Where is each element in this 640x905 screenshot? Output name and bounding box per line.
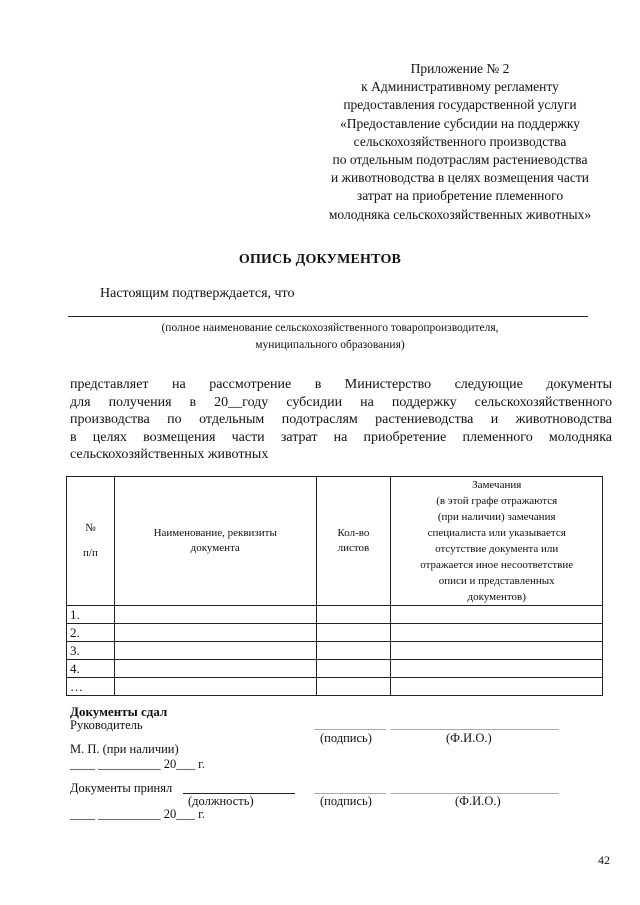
cell-remarks[interactable]: [391, 642, 603, 660]
fio-caption-2: (Ф.И.О.): [455, 794, 501, 808]
cell-name[interactable]: [114, 606, 316, 624]
appendix-line: Приложение № 2: [410, 61, 510, 76]
submitted-title: Документы сдал: [70, 704, 168, 719]
appendix-line: сельскохозяйственного производства: [353, 133, 567, 149]
cell-name[interactable]: [114, 624, 316, 642]
header-name: Наименование, реквизиты документа: [114, 477, 316, 606]
date-line-received[interactable]: ____ __________ 20___ г.: [70, 807, 205, 821]
cell-remarks[interactable]: [391, 624, 603, 642]
date-line-submitted[interactable]: ____ __________ 20___ г.: [70, 757, 205, 771]
confirm-text: Настоящим подтверждается, что: [100, 286, 295, 301]
cell-name[interactable]: [114, 660, 316, 678]
body-line: для получения в 20__году субсидии на поддержку сельскохозяйственного: [70, 394, 612, 410]
appendix-line: предоставления государственной услуги: [343, 97, 577, 113]
appendix-line: по отдельным подотраслям растениеводства: [332, 152, 588, 168]
page-number: 42: [598, 853, 610, 867]
appendix-line: и животноводства в целях возмещения части: [331, 170, 589, 186]
body-line: производства по отдельным подотраслям растениеводства и животноводства: [70, 412, 612, 427]
producer-name-hint: [120, 320, 540, 354]
cell-count[interactable]: [316, 678, 391, 696]
appendix-line: молодняка сельскохозяйственных животных»: [328, 206, 592, 222]
position-caption: (должность): [188, 794, 254, 808]
body-line: сельскохозяйственных животных: [70, 447, 269, 462]
appendix-header: [300, 60, 620, 224]
cell-count[interactable]: [316, 660, 391, 678]
table-row: [67, 642, 603, 660]
row-number: 1.: [67, 606, 115, 624]
appendix-line: затрат на приобретение племенного: [356, 188, 564, 204]
hint-line: муниципального образования): [255, 339, 405, 351]
cell-count[interactable]: [316, 606, 391, 624]
stamp-label: М. П. (при наличии): [70, 742, 179, 756]
header-remarks: Замечания (в этой графе отражаются (при наличии) замечания специалиста или указывается отсутствие документа или отражается иное несоответствие описи и представленных документов): [391, 477, 603, 606]
signature-line-submitted[interactable]: [314, 729, 386, 730]
body-paragraph: [70, 376, 612, 464]
received-label: Документы принял: [70, 781, 173, 795]
row-number: …: [67, 678, 115, 696]
fio-line-submitted[interactable]: [391, 729, 559, 730]
cell-name[interactable]: [114, 642, 316, 660]
table-header-row: [67, 477, 603, 606]
appendix-line: «Предоставление субсидии на поддержку: [339, 115, 581, 131]
producer-name-line: [68, 316, 588, 317]
table-row: [67, 606, 603, 624]
header-count: Кол-во листов: [316, 477, 391, 606]
cell-count[interactable]: [316, 642, 391, 660]
fio-caption: (Ф.И.О.): [446, 731, 492, 745]
table-row: [67, 660, 603, 678]
signature-caption: (подпись): [320, 731, 372, 745]
table-row: [67, 624, 603, 642]
table-row: [67, 678, 603, 696]
cell-name[interactable]: [114, 678, 316, 696]
row-number: 2.: [67, 624, 115, 642]
body-line: представляет на рассмотрение в Министерство следующие документы: [70, 377, 612, 392]
signature-caption-2: (подпись): [320, 794, 372, 808]
header-num: № п/п: [67, 477, 115, 606]
row-number: 4.: [67, 660, 115, 678]
cell-remarks[interactable]: [391, 606, 603, 624]
body-line: в целях возмещения части затрат на приобретение племенного молодняка: [70, 429, 612, 445]
row-number: 3.: [67, 642, 115, 660]
cell-count[interactable]: [316, 624, 391, 642]
documents-table: [66, 476, 603, 696]
appendix-line: к Административному регламенту: [361, 79, 559, 95]
cell-remarks[interactable]: [391, 678, 603, 696]
head-label: Руководитель: [70, 718, 143, 732]
document-title: ОПИСЬ ДОКУМЕНТОВ: [238, 252, 402, 267]
cell-remarks[interactable]: [391, 660, 603, 678]
hint-line: (полное наименование сельскохозяйственного товаропроизводителя,: [161, 322, 499, 334]
